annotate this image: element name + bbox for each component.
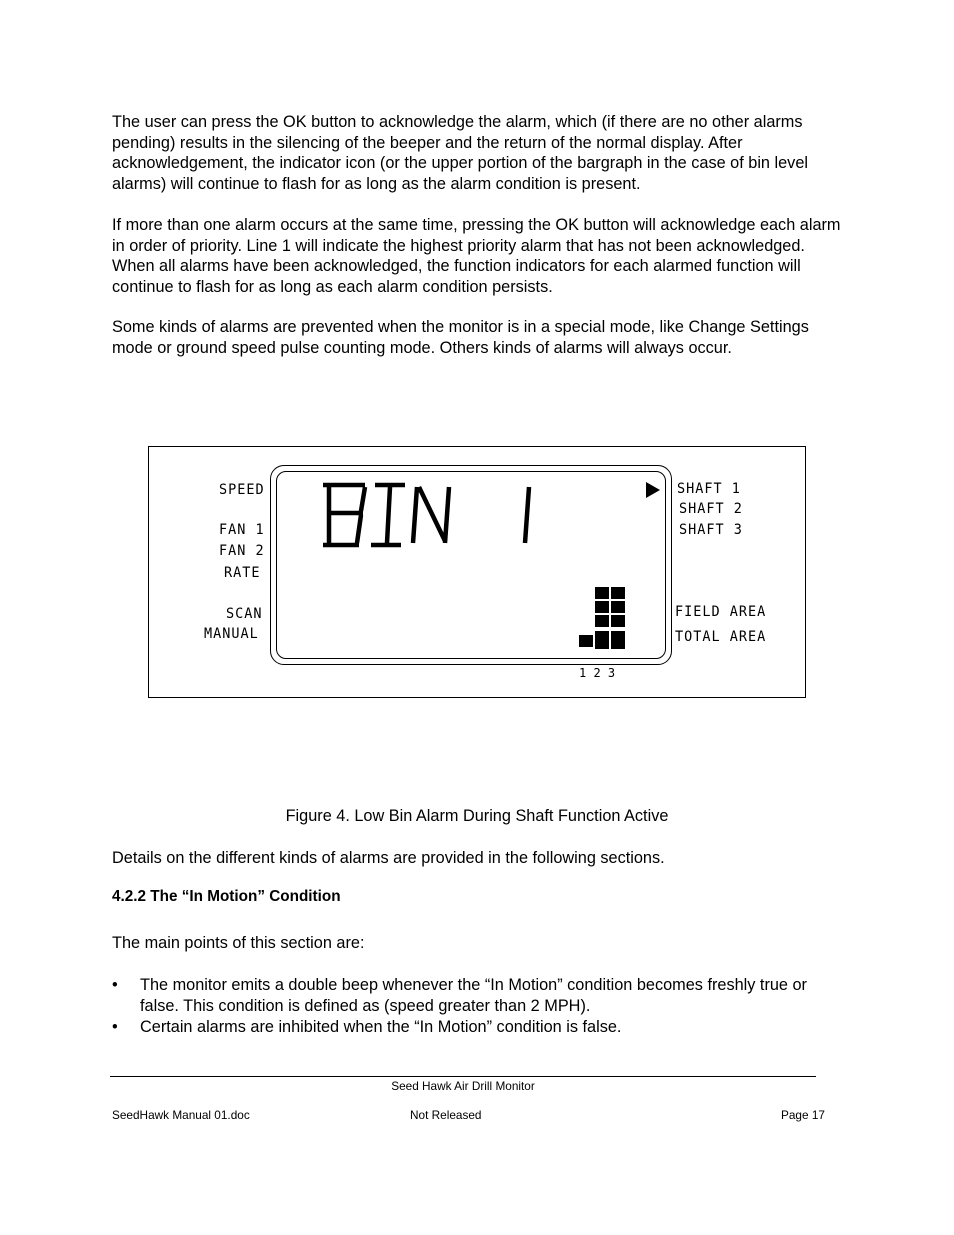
label-field-area: FIELD AREA xyxy=(675,603,767,621)
bargraph-segment-bin-3 xyxy=(611,615,625,627)
label-manual: MANUAL xyxy=(204,625,259,643)
list-item-text: Certain alarms are inhibited when the “In Motion” condition is false. xyxy=(140,1018,622,1037)
bargraph-segment-bin-3 xyxy=(611,631,625,649)
footer-divider xyxy=(110,1076,816,1077)
label-rate: RATE xyxy=(224,564,261,582)
bargraph-segment-bin-2 xyxy=(595,615,609,627)
monitor-display-figure xyxy=(148,446,806,698)
label-total-area: TOTAL AREA xyxy=(675,628,767,646)
bargraph-segment-bin-2 xyxy=(595,601,609,613)
bargraph-bin-numbers: 1 2 3 xyxy=(579,665,616,681)
bargraph-segment-bin-1 xyxy=(579,635,593,647)
big-display-source: BIN 1 xyxy=(319,481,322,482)
paragraph-special-modes: Some kinds of alarms are prevented when the monitor is in a special mode, like Change Settings mode or ground speed pulse counting mode. Others kinds of alarms will always occur. xyxy=(112,318,809,357)
label-fan-1: FAN 1 xyxy=(219,521,265,539)
label-shaft-3: SHAFT 3 xyxy=(679,521,743,539)
bin-level-bargraph xyxy=(577,587,627,649)
active-function-arrow-icon xyxy=(644,481,662,499)
footer-page-number: Page 17 xyxy=(781,1108,825,1122)
list-item-text: The monitor emits a double beep whenever the “In Motion” condition becomes freshly true or false. This condition is defined as (speed greater than 2 MPH). xyxy=(140,976,807,1015)
label-scan: SCAN xyxy=(226,605,263,623)
label-shaft-2: SHAFT 2 xyxy=(679,500,743,518)
figure-caption: Figure 4. Low Bin Alarm During Shaft Function Active xyxy=(285,807,669,825)
list-item xyxy=(112,1017,847,1038)
label-fan-2: FAN 2 xyxy=(219,542,265,560)
big-display-text xyxy=(319,481,559,549)
list-item xyxy=(112,975,847,1016)
bargraph-segment-bin-2 xyxy=(595,587,609,599)
main-points-list xyxy=(112,975,847,1039)
label-shaft-1: SHAFT 1 xyxy=(677,480,741,498)
bargraph-segment-bin-2 xyxy=(595,631,609,649)
bargraph-segment-bin-3 xyxy=(611,587,625,599)
bullet-glyph: • xyxy=(112,976,118,994)
footer-status: Not Released xyxy=(410,1108,482,1122)
bargraph-segment-bin-3 xyxy=(611,601,625,613)
label-speed: SPEED xyxy=(219,481,265,499)
section-heading: 4.2.2 The “In Motion” Condition xyxy=(112,888,341,905)
paragraph-main-points: The main points of this section are: xyxy=(112,934,365,952)
paragraph-multiple-alarms: If more than one alarm occurs at the same time, pressing the OK button will acknowledge each alarm in order of priority. Line 1 will indicate the highest priority alarm that has not been acknowledged. When all alarms have been acknowledged, the function indicators for each alarmed function will continue to flash for as long as each alarm condition persists. xyxy=(112,216,841,296)
footer-filename: SeedHawk Manual 01.doc xyxy=(112,1108,250,1122)
paragraph-details: Details on the different kinds of alarms are provided in the following sections. xyxy=(112,849,665,867)
bullet-glyph: • xyxy=(112,1018,118,1037)
paragraph-alarm-acknowledge: The user can press the OK button to acknowledge the alarm, which (if there are no other alarms pending) results in the silencing of the beeper and the return of the normal display. After acknowledgement, the indicator icon (or the upper portion of the bargraph in the case of bin level alarms) will continue to flash for as long as the alarm condition is present. xyxy=(112,113,808,193)
footer-document-title: Seed Hawk Air Drill Monitor xyxy=(391,1079,535,1093)
